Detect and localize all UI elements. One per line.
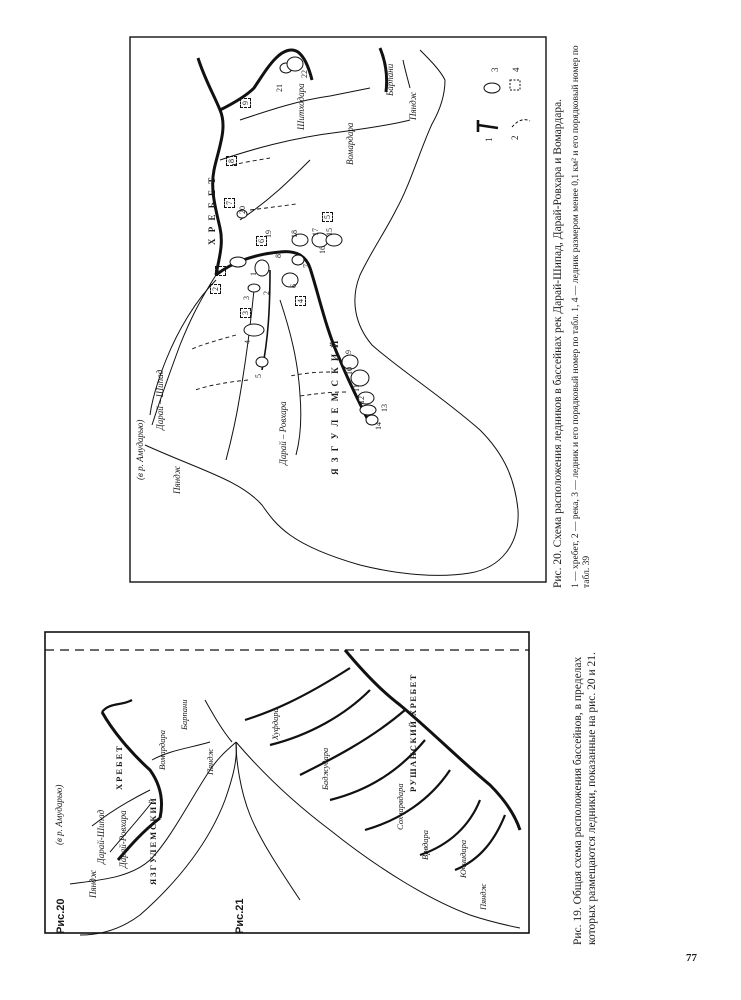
glacier-number: 5 xyxy=(254,374,263,378)
fig19-river-khufdara xyxy=(245,668,350,720)
small-glacier-number: 4 xyxy=(295,296,306,306)
fig20-label-amu: (в р. Амударью) xyxy=(135,419,145,480)
fig20-label-barpani: Барпани xyxy=(385,63,395,96)
legend-key: 1 xyxy=(484,137,494,142)
legend-key: 4 xyxy=(511,67,521,72)
fig20-legend xyxy=(478,80,530,132)
small-glacier-number: 9 xyxy=(240,98,251,108)
fig20-river-vomar xyxy=(220,120,410,160)
fig19-ridge-rushan xyxy=(345,650,520,830)
glacier-number: 14 xyxy=(374,422,383,430)
fig20-label-shitkhor: Шитходара xyxy=(296,83,306,130)
fig19-bot-panj: Пяндж xyxy=(478,883,488,910)
fig20-label-khrebet: Х Р Е Б Е Т xyxy=(207,175,217,245)
fig19-top-rovkhar: Дарай-Ровхара xyxy=(118,810,128,868)
page-number: 77 xyxy=(686,952,697,964)
glacier-number: 17 xyxy=(311,228,320,236)
small-glacier-number: 7 xyxy=(224,198,235,208)
small-glacier-number: 2 xyxy=(210,284,221,294)
glacier-number: 1 xyxy=(249,272,258,276)
glacier-number: 12 xyxy=(357,396,366,404)
fig19-top-panj: Пяндж xyxy=(88,869,98,898)
glacier-number: 22 xyxy=(300,70,309,78)
fig20-ridge-spur-c xyxy=(262,270,270,370)
fig20-caption: Рис. 20. Схема расположения ледников в бассейнах рек Дарай-Шипад, Дарай-Ровхара и Вомардара. xyxy=(552,98,564,588)
fig19-top-vomar: Вомардара xyxy=(157,730,167,770)
glacier-number: 4 xyxy=(243,340,252,344)
fig20-label-yazgulem: Я З Г У Л Е М С К И Й xyxy=(330,338,340,475)
small-glacier-number: 5 xyxy=(322,212,333,222)
glacier-number: 7 xyxy=(302,264,311,268)
fig20-panj-top xyxy=(420,50,445,80)
fig19-top-yazgulem: ЯЗГУЛЕМСКИЙ xyxy=(148,796,158,885)
small-glacier-number: 6 xyxy=(256,236,267,246)
glacier-number: 3 xyxy=(242,296,251,300)
glacier-number: 13 xyxy=(380,404,389,412)
fig19-top-panj2: Пяндж xyxy=(205,748,215,775)
glacier-number: 2 xyxy=(262,291,271,295)
glacier-number: 20 xyxy=(238,206,247,214)
fig19-label-b: Рис.21 xyxy=(234,898,246,934)
fig19-bot-vrvdara: Врвдара xyxy=(420,829,430,860)
fig19-ridge-north xyxy=(102,700,132,712)
fig19-top-shipad: Дарай-Шипад xyxy=(96,809,106,864)
fig19-lower-left xyxy=(236,742,300,900)
fig20-label-shipad: Дарай – Шипад xyxy=(155,369,165,430)
fig19-top-amu: (в р. Амударью) xyxy=(54,784,64,845)
fig19-panj-barpani xyxy=(205,700,232,742)
glacier-number: 11 xyxy=(352,384,361,392)
fig19-top-khrebet: ХРЕБЕТ xyxy=(114,744,124,790)
fig20-label-panj: Пяндж xyxy=(172,465,182,494)
fig19-bot-rushan: РУШАНСКИЙ ХРЕБЕТ xyxy=(408,673,418,792)
glacier-number: 6 xyxy=(289,284,298,288)
legend-key: 2 xyxy=(510,135,520,140)
fig19-caption: Рис. 19. Общая схема расположения бассейнов, в пределах которых размещаются ледники, показанные на рис. 20 и 21. xyxy=(572,652,598,945)
glacier-number: 21 xyxy=(275,84,284,92)
fig20-river-vomar-b xyxy=(240,160,310,220)
glacier-number: 9 xyxy=(344,350,353,354)
fig19-bot-yuch: Юччидара xyxy=(458,839,468,878)
fig20-legend-text: 1 — хребет, 2 — река, 3 — ледник и его порядковый номер по табл. 1, 4 — ледник размером менее 0,1 км² и его порядковый номер по табл. 39 xyxy=(571,45,592,588)
glacier-number: 15 xyxy=(325,228,334,236)
glacier-number: 18 xyxy=(290,230,299,238)
fig19-top-barpani: Барпани xyxy=(179,699,189,730)
small-glacier-number: 3 xyxy=(240,308,251,318)
small-glacier-number: 8 xyxy=(226,156,237,166)
fig19-bot-khufdara: Хуфдара xyxy=(270,708,280,740)
fig19-river-bard xyxy=(300,710,405,775)
small-glacier-number: 1 xyxy=(215,266,226,276)
fig20-label-panj-r: Пяндж xyxy=(408,91,418,120)
glacier-number: 16 xyxy=(318,246,327,254)
fig20-panj-outline xyxy=(145,80,518,575)
legend-key: 3 xyxy=(490,67,500,72)
fig19-bot-sokhcharv: Сохчарвдара xyxy=(395,783,405,830)
glacier-number: 19 xyxy=(264,230,273,238)
fig20-label-rovkhar: Дарай – Ровхара xyxy=(278,401,288,465)
fig19-bot-bardara: Баджудара xyxy=(320,747,330,790)
fig20-label-vomar: Вомардара xyxy=(345,122,355,165)
fig19-river-khuf-b xyxy=(270,690,370,745)
glacier-number: 10 xyxy=(345,367,354,375)
fig19-label-a: Рис.20 xyxy=(55,898,67,934)
glacier-number: 8 xyxy=(274,254,283,258)
